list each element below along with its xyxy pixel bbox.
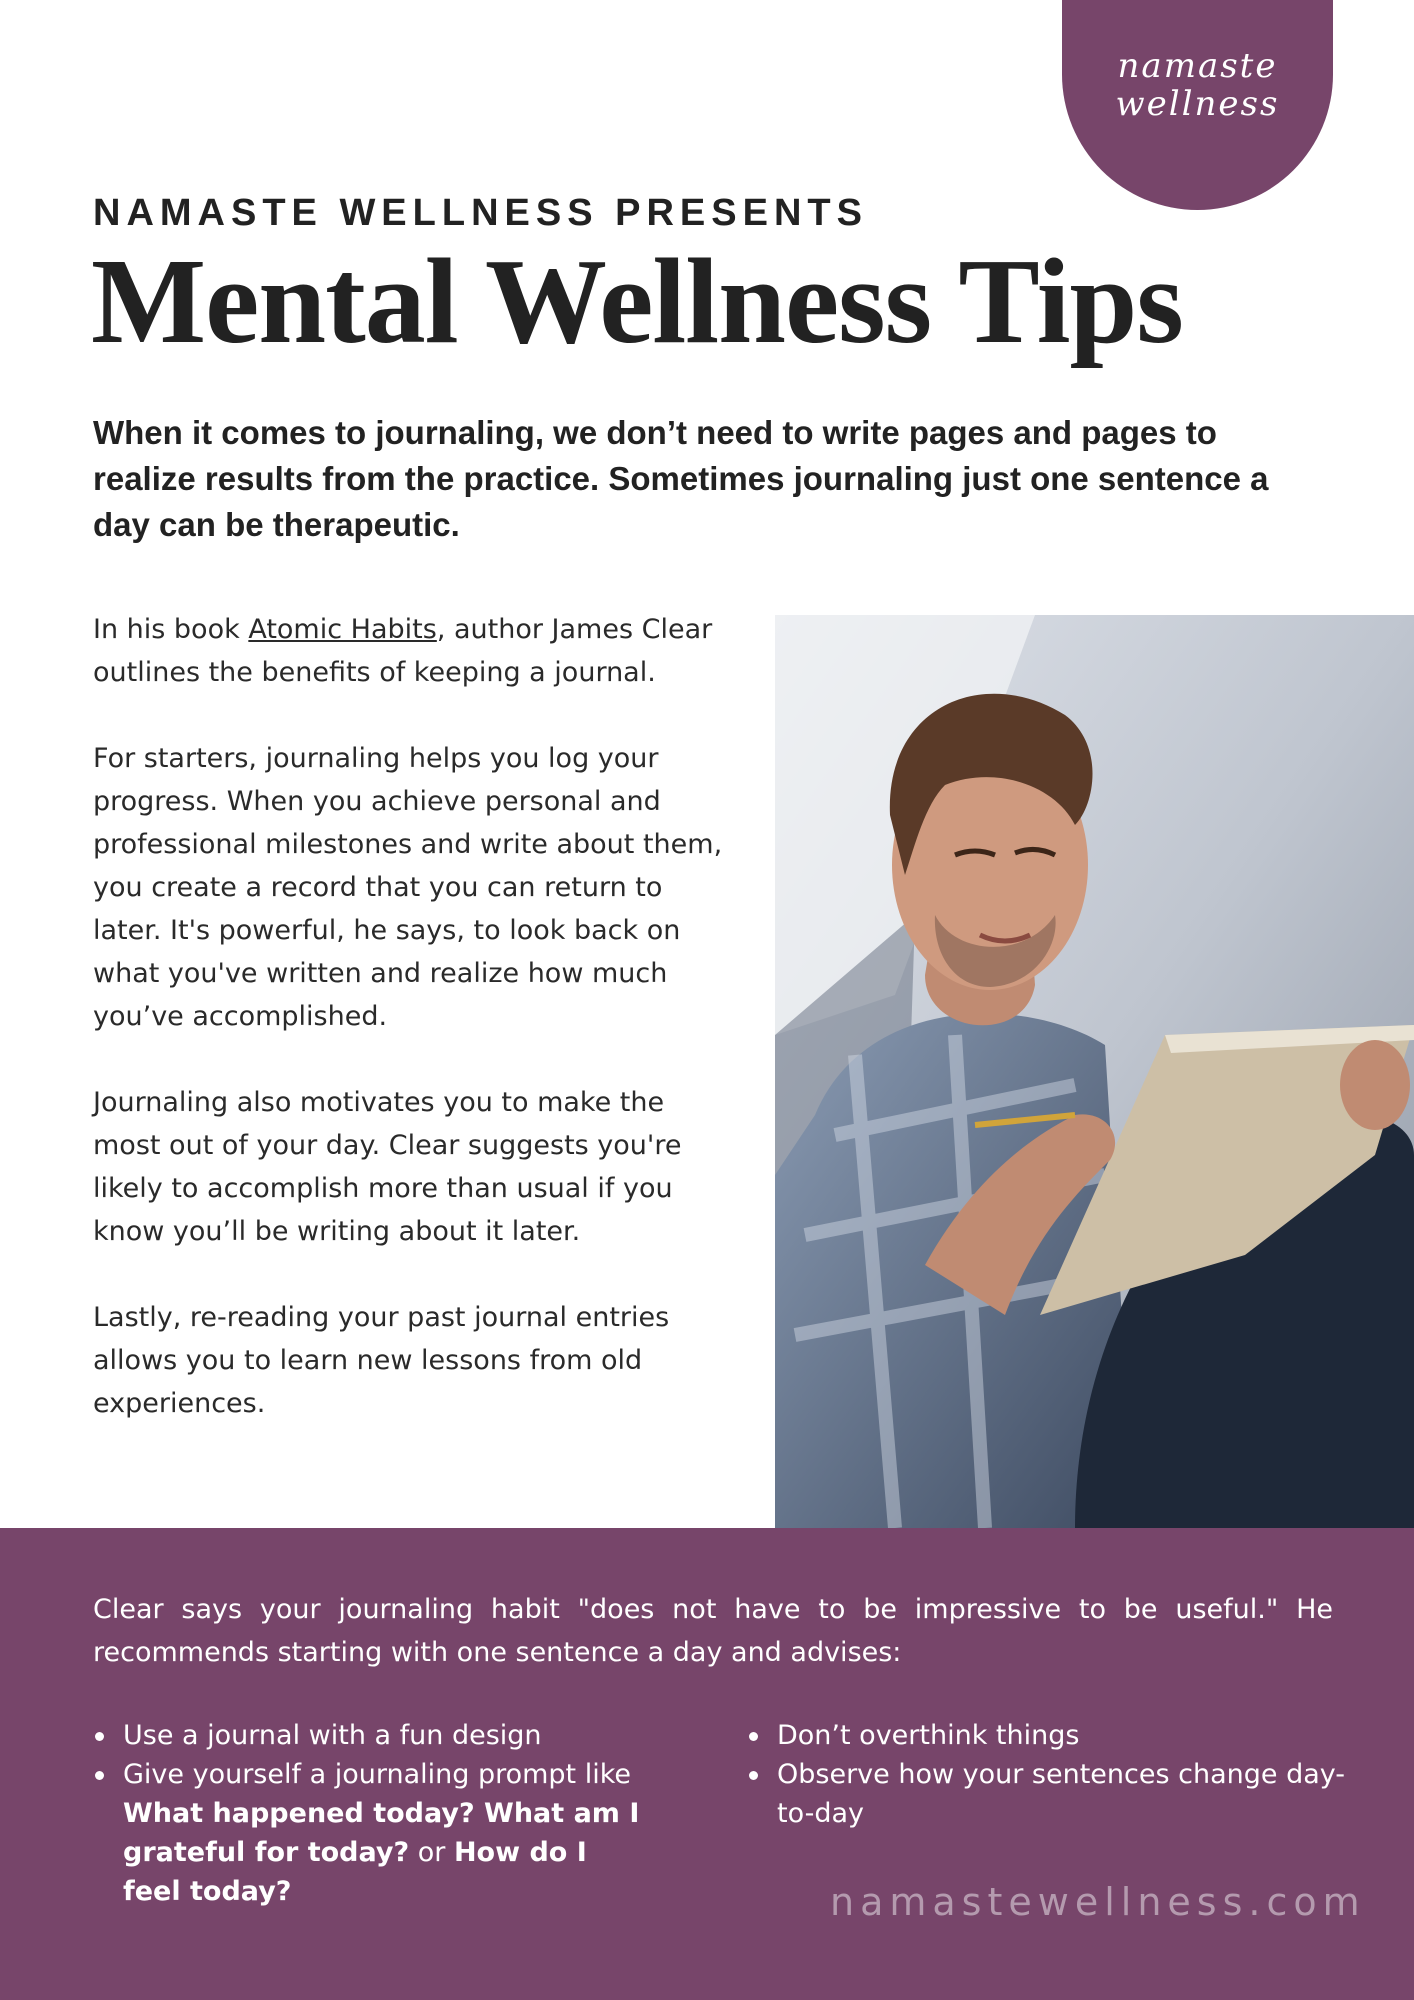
tips-band (0, 1528, 1414, 2000)
atomic-habits-link[interactable]: Atomic Habits (248, 614, 437, 645)
body-paragraph-4: Lastly, re-reading your past journal entries allows you to learn new lessons from old experiences. (93, 1302, 670, 1419)
tips-list-left (93, 1716, 653, 1911)
list-item: Use a journal with a fun design (93, 1716, 653, 1755)
tip-connector: or (409, 1837, 454, 1868)
body-paragraph-2: For starters, journaling helps you log your progress. When you achieve personal and professional milestones and write about them, you create a record that you can return to later. It's powerful, he says, to look back on what you've written and realize how much you’ve accomplished. (93, 743, 723, 1032)
eyebrow-heading: NAMASTE WELLNESS PRESENTS (93, 192, 868, 234)
tips-list-right (747, 1716, 1347, 1833)
journaling-photo (775, 615, 1414, 1528)
body-column (93, 608, 723, 1468)
page-title: Mental Wellness Tips (91, 234, 1183, 369)
journaling-photo-illustration (775, 615, 1414, 1528)
list-item (93, 1755, 653, 1911)
prompt-example: How do I feel today? (123, 1837, 587, 1907)
logo-line-2: wellness (1115, 84, 1280, 124)
list-item: Don’t overthink things (747, 1716, 1347, 1755)
band-intro: Clear says your journaling habit "does not have to be impressive to be useful." He recommends starting with one sentence a day and advises: (93, 1594, 1333, 1668)
body-paragraph-1 (93, 608, 723, 694)
website-url[interactable]: namastewellness.com (830, 1880, 1366, 1924)
list-item: Observe how your sentences change day-to-day (747, 1755, 1347, 1833)
body-paragraph-1-start: In his book (93, 614, 249, 645)
tip-text: Give yourself a journaling prompt like (123, 1759, 632, 1790)
logo-badge (1062, 0, 1333, 210)
body-paragraph-3: Journaling also motivates you to make the most out of your day. Clear suggests you're likely to accomplish more than usual if you know you’ll be writing about it later. (93, 1087, 682, 1247)
logo-wordmark (1116, 47, 1280, 123)
logo-line-1: namaste (1117, 46, 1278, 86)
body-paragraph-1-end: , author James Clear outlines the benefits of keeping a journal. (93, 614, 713, 688)
lead-paragraph: When it comes to journaling, we don’t need to write pages and pages to realize results from the practice. Sometimes journaling just one sentence a day can be therapeutic. (93, 414, 1269, 543)
prompt-example: What happened today? What am I grateful for today? (123, 1798, 640, 1868)
